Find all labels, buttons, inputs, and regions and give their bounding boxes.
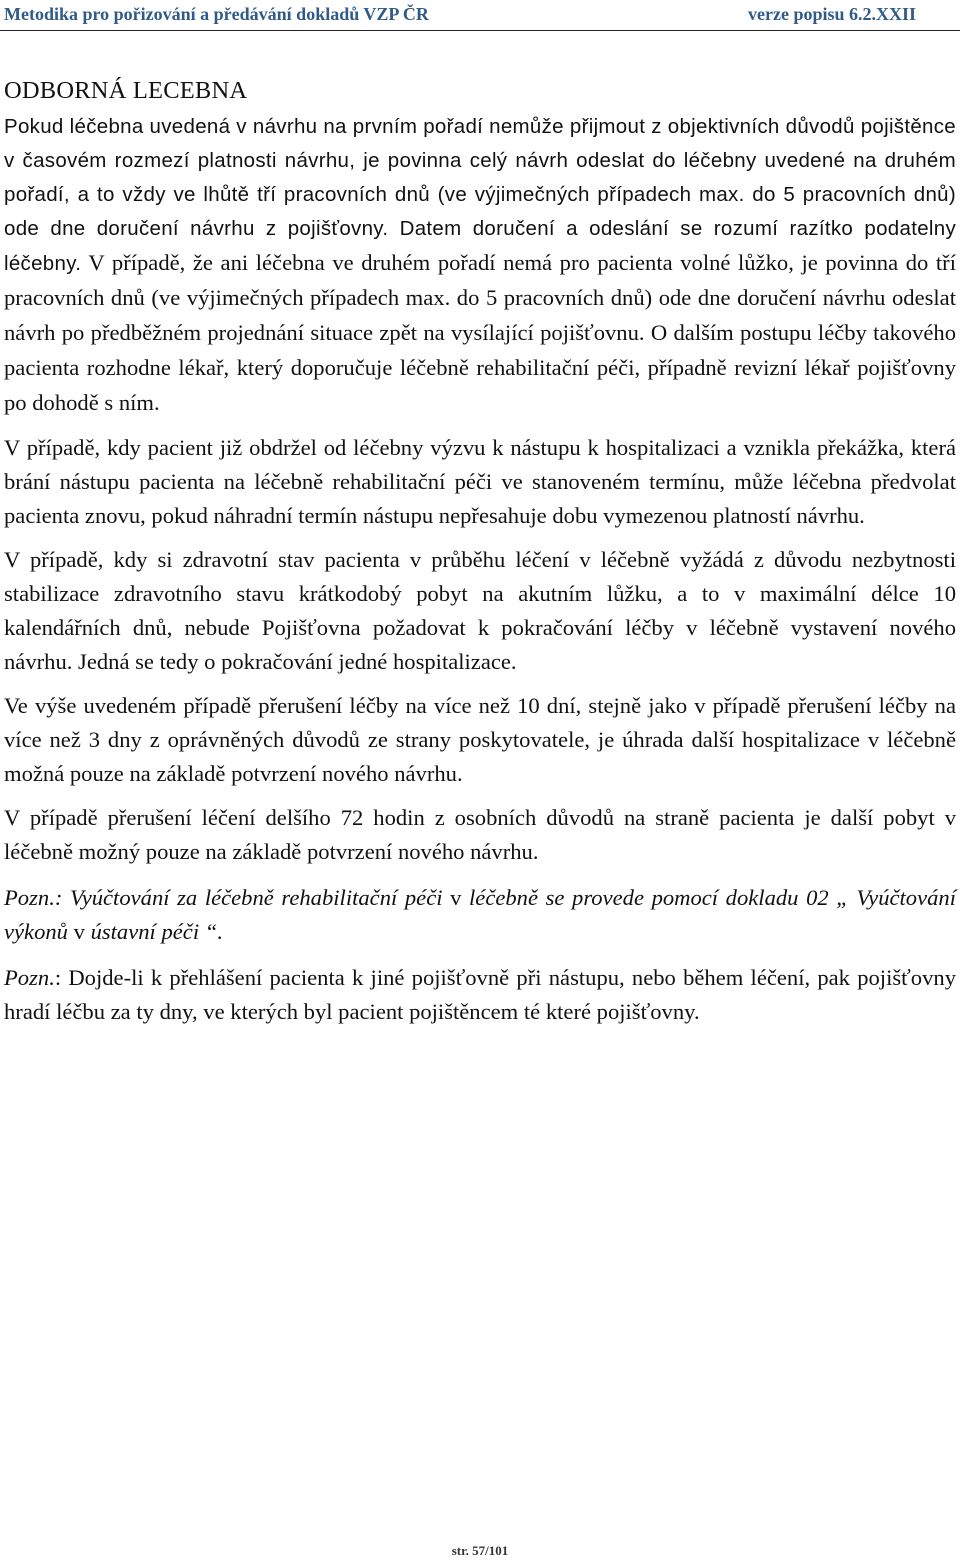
paragraph-4: Ve výše uvedeném případě přerušení léčby na více než 10 dní, stejně jako v případě přerušení léčby na více než 3 dny z oprávněných důvodů ze strany poskytovatele, je úhrada další hospitalizace v léčebně možná pouze na základě potvrzení nového návrhu. xyxy=(4,693,956,786)
paragraph-3: V případě, kdy si zdravotní stav pacienta v průběhu léčení v léčebně vyžádá z důvodu nezbytnosti stabilizace zdravotního stavu krátkodobý pobyt na akutním lůžku, a to v maximální délce 10 kalendářních dnů, nebude Pojišťovna požadovat k pokračování léčby v léčebně vystavení nového návrhu. Jedná se tedy o pokračování jedné hospitalizace. xyxy=(4,547,956,674)
section-title: ODBORNÁ LECEBNA xyxy=(4,77,248,104)
note-2-part-b: : Dojde-li k přehlášení pacienta k jiné pojišťovně při nástupu, nebo během léčení, pak pojišťovny hradí léčbu za ty dny, ve kterých byl pacient pojištěncem té které pojišťovny. xyxy=(4,965,956,1024)
note-1-part-e: ústavní péči “. xyxy=(84,919,223,944)
note-1 xyxy=(4,881,956,949)
note-1-part-b: v xyxy=(450,885,462,910)
note-1-part-d: v xyxy=(73,919,85,944)
page-header xyxy=(0,4,960,28)
note-2 xyxy=(4,961,956,1029)
note-2-part-a: Pozn. xyxy=(4,965,55,990)
paragraph-1 xyxy=(4,110,956,421)
header-document-title: Metodika pro pořizování a předávání dokladů VZP ČR xyxy=(4,4,429,24)
page-content xyxy=(4,74,956,1035)
note-1-part-a: Pozn.: Vyúčtování za léčebně rehabilitační péči xyxy=(4,885,451,910)
paragraph-1-part-b: V případě, že ani léčebna ve druhém pořadí nemá pro pacienta volné lůžko, je povinna do tří pracovních dnů (ve výjimečných případech max. do 5 pracovních dnů) ode dne doručení návrhu odeslat návrh po předběžném projednání situace zpět na vysílající pojišťovnu. O dalším postupu léčby takového pacienta rozhodne lékař, který doporučuje léčebně rehabilitační péči, případně revizní lékař pojišťovny po dohodě s ním. xyxy=(4,250,956,415)
page-number: str. 57/101 xyxy=(451,1543,509,1558)
paragraph-2: V případě, kdy pacient již obdržel od léčebny výzvu k nástupu k hospitalizaci a vznikla překážka, která brání nástupu pacienta na léčebně rehabilitační péči ve stanoveném termínu, může léčebna předvolat pacienta znovu, pokud náhradní termín nástupu nepřesahuje dobu vymezenou platností návrhu. xyxy=(4,435,956,528)
paragraph-5: V případě přerušení léčení delšího 72 hodin z osobních důvodů na straně pacienta je další pobyt v léčebně možný pouze na základě potvrzení nového návrhu. xyxy=(4,805,956,864)
header-version: verze popisu 6.2.XXII xyxy=(747,4,916,24)
note-1-part-c: léčebně se provede pomocí dokladu 02 „ Vyúčtování výkonů xyxy=(4,885,957,944)
paragraph-1-part-a: Pokud léčebna uvedená v návrhu na prvním pořadí nemůže přijmout z objektivních důvodů pojištěnce v časovém rozmezí platnosti návrhu, je povinna celý návrh odeslat do léčebny uvedené na druhém pořadí, a to vždy ve lhůtě tří pracovních dnů (ve výjimečných případech max. do 5 pracovních dnů) ode dne doručení návrhu z pojišťovny. Datem doručení a odeslání se rozumí razítko podatelny léčebny. xyxy=(4,115,956,275)
header-divider xyxy=(0,30,960,31)
